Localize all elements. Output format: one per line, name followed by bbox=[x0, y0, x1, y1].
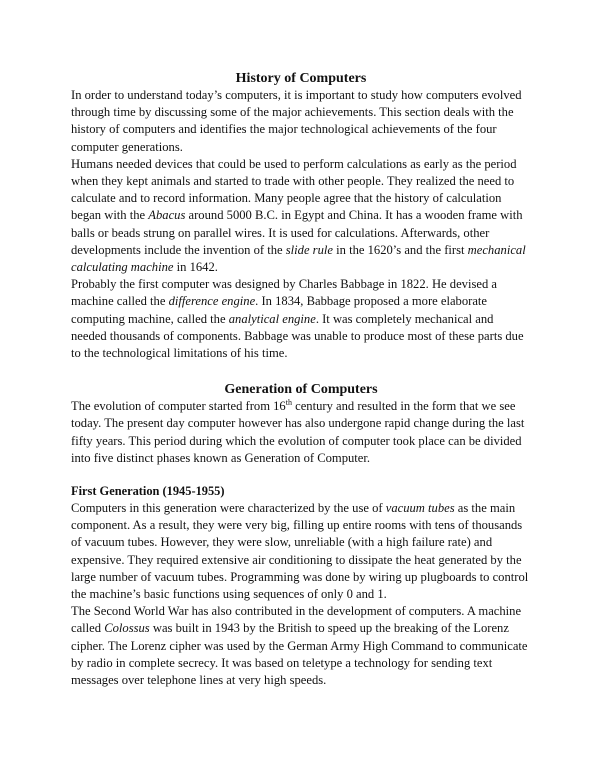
intro-paragraph: In order to understand today’s computers, it is important to study how computers evolved through time by discussing some of the major achievements. This section deals with the history of computers and identifies the major technological achievements of the four computer generations. bbox=[71, 88, 522, 154]
text-run: as the main component. As a result, they were very big, filling up entire rooms with tens of thousands of vacuum tubes. However, they were slow, unreliable (with a high failure rate) and expensive. They required extensive air conditioning to dissipate the heat generated by the large number of vacuum tubes. Programming was done by wiring up plugboards to control the machine’s basic functions using sequences of only 0 and 1. bbox=[71, 501, 529, 602]
text-run: . It was completely mechanical and needed thousands of components. Babbage was unable to produce most of these parts due to the technological limitations of his time. bbox=[71, 311, 524, 361]
generation-paragraph bbox=[71, 398, 531, 467]
term-vacuum-tubes: vacuum tubes bbox=[385, 501, 455, 516]
superscript: th bbox=[285, 398, 292, 408]
text-run: The evolution of computer started from 16 bbox=[71, 399, 286, 414]
text-run: Probably the first computer was designed by Charles Babbage in 1822. He devised a machine called the bbox=[71, 277, 497, 309]
text-run: The Second World War has also contributed in the development of computers. A machine called bbox=[71, 604, 522, 636]
babbage-paragraph bbox=[71, 276, 531, 362]
term-abacus: Abacus bbox=[148, 208, 186, 223]
text-run: around 5000 B.C. in Egypt and China. It has a wooden frame with balls or beads strung on parallel wires. It is used for calculations. Afterwards, other developments include the invention of the bbox=[71, 208, 523, 257]
text-run: in the 1620’s and the first bbox=[332, 242, 468, 257]
section-heading-generation: Generation of Computers bbox=[224, 382, 378, 398]
term-analytical-engine: analytical engine bbox=[228, 311, 316, 326]
section-heading-first-generation: First Generation (1945-1955) bbox=[71, 484, 225, 499]
term-difference-engine: difference engine bbox=[168, 294, 256, 309]
term-colossus: Colossus bbox=[104, 621, 150, 636]
text-run: Computers in this generation were characterized by the use of bbox=[71, 501, 386, 516]
text-run: was built in 1943 by the British to speed up the breaking of the Lorenz cipher. The Lorenz cipher was used by the German Army High Command to communicate by radio in complete secrecy. It was based on teletype a technology for sending text messages over telephone lines at very high speeds. bbox=[71, 621, 528, 688]
text-run: Humans needed devices that could be used to perform calculations as early as the period when they kept animals and started to trade with other people. They realized the need to calculate and to record information. Many people agree that the history of calculation began with the bbox=[71, 156, 517, 223]
text-run: century and resulted in the form that we see today. The present day computer however has also undergone rapid change during the last fifty years. This period during which the evolution of computer took place can be divided into five distinct phases known as Generation of Computer. bbox=[71, 399, 525, 465]
term-slide-rule: slide rule bbox=[285, 242, 333, 257]
text-run: in 1642. bbox=[173, 260, 218, 275]
colossus-paragraph bbox=[71, 603, 531, 689]
abacus-paragraph bbox=[71, 156, 531, 276]
page-title: History of Computers bbox=[235, 71, 367, 86]
document-page bbox=[71, 70, 531, 689]
text-run: . In 1834, Babbage proposed a more elaborate computing machine, called the bbox=[71, 294, 488, 326]
vacuum-tubes-paragraph bbox=[71, 500, 531, 603]
term-mechanical-calculating-machine: mechanical calculating machine bbox=[71, 242, 526, 275]
